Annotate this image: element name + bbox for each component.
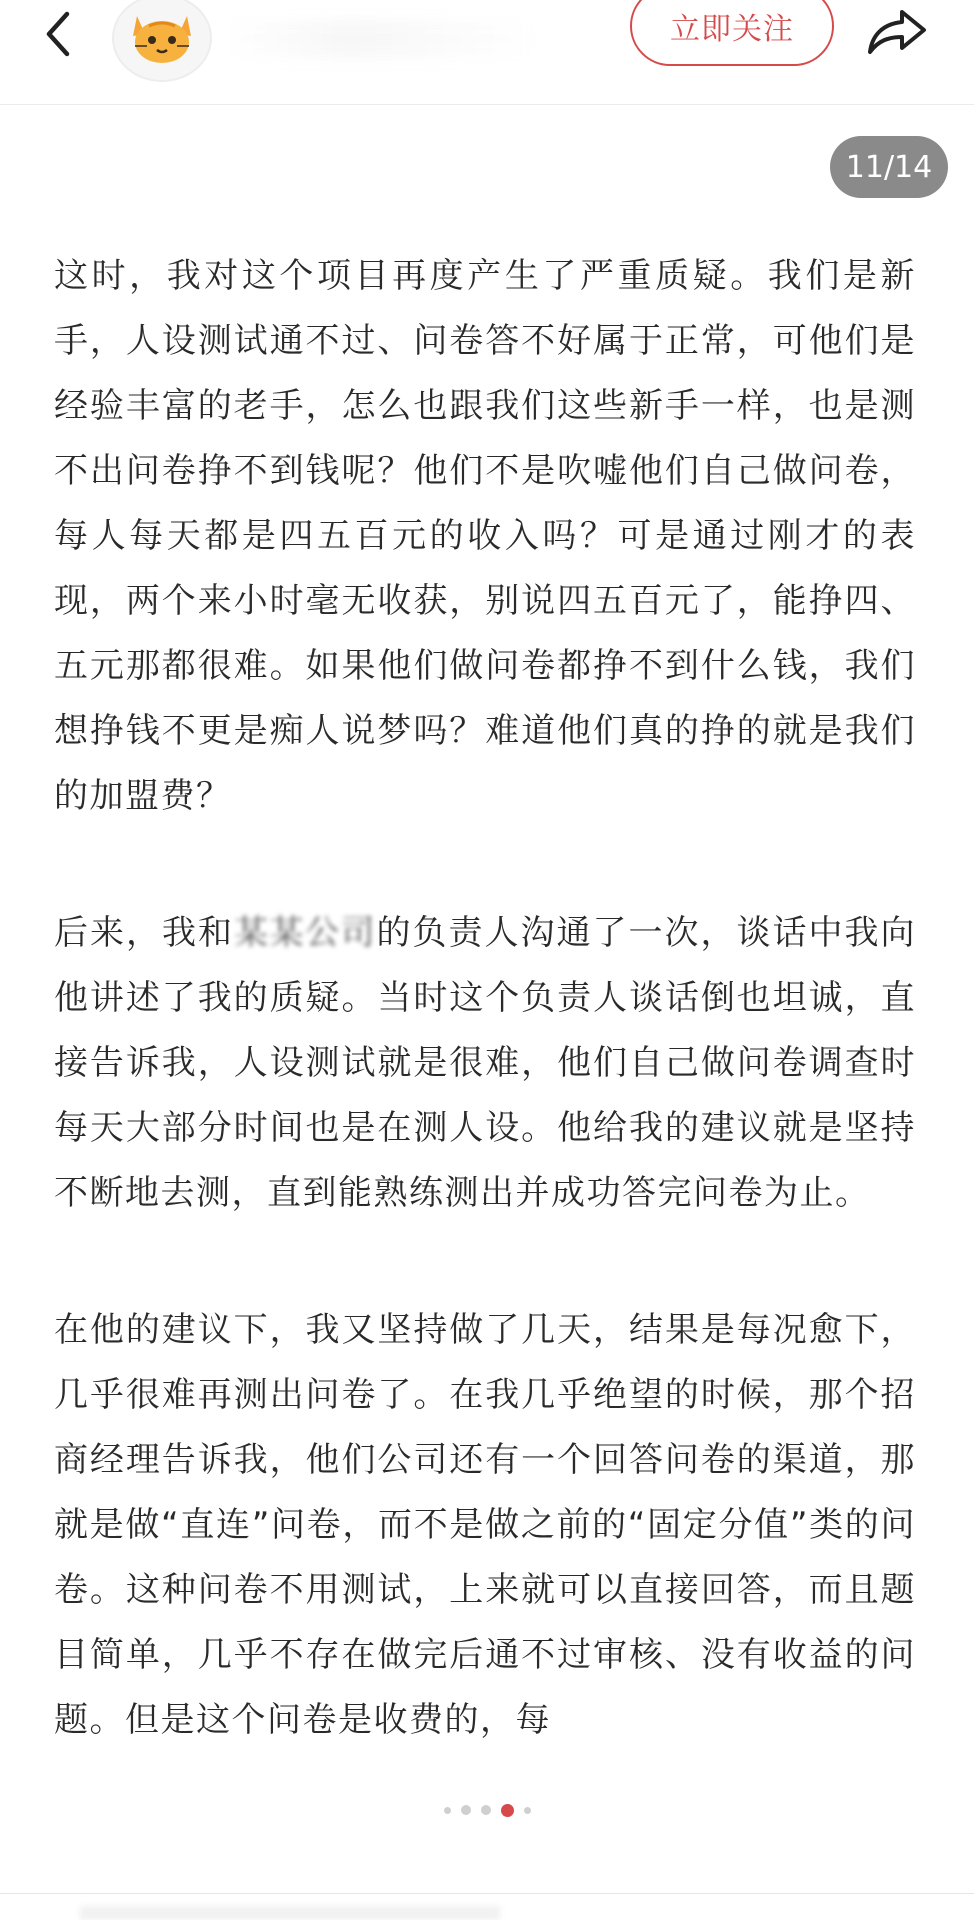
paragraph-2-start: 后来，我和	[54, 913, 234, 953]
paragraph-2-rest: 的负责人沟通了一次，谈话中我向他讲述了我的质疑。当时这个负责人谈话倒也坦诚，直接告诉我，人设测试就是很难，他们自己做问卷调查时每天大部分时间也是在测人设。他给我的建议就是坚持不断地去测，直到能熟练测出并成功答完问卷为止。	[54, 913, 916, 1213]
carousel-dot[interactable]	[481, 1805, 491, 1815]
image-page-counter	[830, 136, 948, 198]
follow-button-label: 立即关注	[670, 12, 794, 47]
carousel-dot-active[interactable]	[501, 1804, 514, 1817]
blurred-company-name: 某某公司	[234, 913, 376, 953]
article-paragraph-3: 在他的建议下，我又坚持做了几天，结果是每况愈下，几乎很难再测出问卷了。在我几乎绝望的时候，那个招商经理告诉我，他们公司还有一个回答问卷的渠道，那就是做“直连”问卷，而不是做之前的“固定分值”类的问卷。这种问卷不用测试，上来就可以直接回答，而且题目简单，几乎不存在做完后通不过审核、没有收益的问题。但是这个问卷是收费的，每	[54, 1310, 916, 1740]
follow-button[interactable]	[630, 0, 834, 66]
cat-avatar-icon	[127, 6, 197, 70]
carousel-dot[interactable]	[524, 1807, 531, 1814]
page-counter-text: 11/14	[845, 149, 933, 185]
article-body	[54, 244, 916, 1825]
carousel-dot[interactable]	[444, 1807, 451, 1814]
share-button[interactable]	[862, 4, 932, 64]
carousel-dot[interactable]	[461, 1805, 471, 1815]
bottom-bar-blurred	[80, 1906, 500, 1920]
author-name-blurred	[226, 20, 536, 58]
article-paragraph-1: 这时，我对这个项目再度产生了严重质疑。我们是新手，人设测试通不过、问卷答不好属于正常，可他们是经验丰富的老手，怎么也跟我们这些新手一样，也是测不出问卷挣不到钱呢？他们不是吹嘘他们自己做问卷，每人每天都是四五百元的收入吗？可是通过刚才的表现，两个来小时毫无收获，别说四五百元了，能挣四、五元那都很难。如果他们做问卷都挣不到什么钱，我们想挣钱不更是痴人说梦吗？难道他们真的挣的就是我们的加盟费？	[54, 256, 916, 816]
chevron-left-icon	[41, 10, 75, 62]
top-bar	[0, 0, 974, 105]
share-icon	[866, 6, 928, 62]
carousel-dots	[0, 1800, 974, 1820]
article-paragraph-2	[54, 901, 916, 1226]
back-button[interactable]	[28, 6, 88, 66]
avatar[interactable]	[112, 0, 212, 82]
bottom-divider	[0, 1893, 974, 1894]
